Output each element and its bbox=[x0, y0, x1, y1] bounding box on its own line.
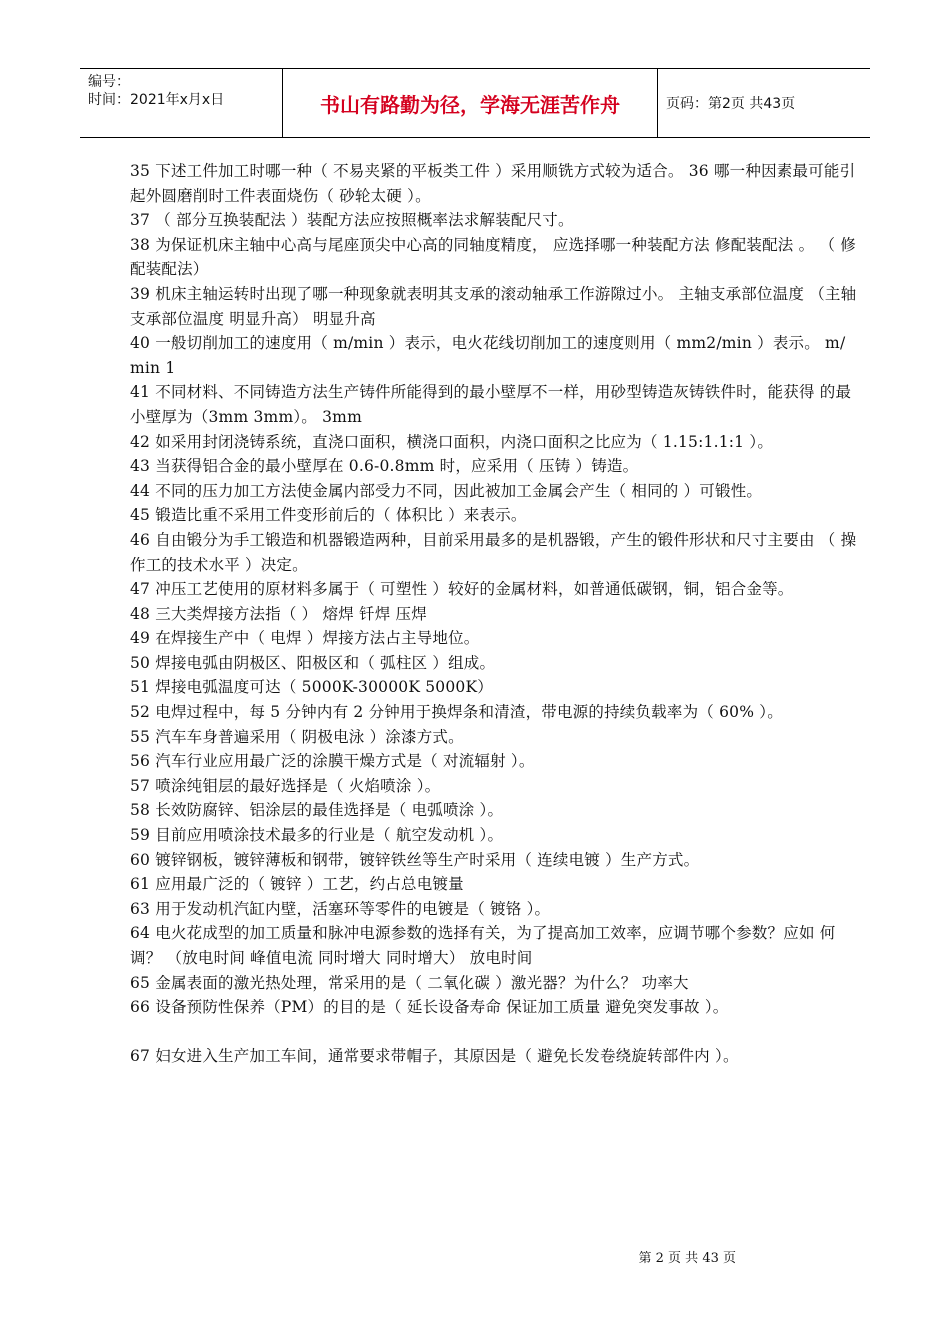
page-footer: 第 2 页 共 43 页 bbox=[638, 1251, 736, 1266]
question-35: 35 下述工件加工时哪一种（ 不易夹紧的平板类工件 ）采用顺铣方式较为适合。 36 哪一种因素最可能引起外圆磨削时工件表面烧伤（ 砂轮太硬 ）。 bbox=[130, 162, 856, 205]
question-44: 44 不同的压力加工方法使金属内部受力不同，因此被加工金属会产生（ 相同的 ）可锻性。 bbox=[130, 481, 763, 500]
header-meta bbox=[80, 69, 283, 137]
question-66: 66 设备预防性保养（PM）的目的是（ 延长设备寿命 保证加工质量 避免突发事故 ）。 bbox=[130, 998, 729, 1017]
question-45: 45 锻造比重不采用工件变形前后的（ 体积比 ）来表示。 bbox=[130, 506, 527, 525]
question-63: 63 用于发动机汽缸内壁，活塞环等零件的电镀是（ 镀铬 ）。 bbox=[130, 899, 551, 918]
question-57: 57 喷涂纯钼层的最好选择是（ 火焰喷涂 ）。 bbox=[130, 776, 441, 795]
question-41: 41 不同材料、不同铸造方法生产铸件所能得到的最小壁厚不一样，用砂型铸造灰铸铁件时，能获得 的最小壁厚为（3mm 3mm）。 3mm bbox=[130, 383, 852, 426]
question-52: 52 电焊过程中，每 5 分钟内有 2 分钟用于换焊条和清渣，带电源的持续负载率为（ 60% ）。 bbox=[130, 703, 783, 722]
document-number-label: 编号： bbox=[88, 74, 130, 90]
question-67: 67 妇女进入生产加工车间，通常要求带帽子，其原因是（ 避免长发卷绕旋转部件内 ）。 bbox=[130, 1047, 739, 1066]
document-body bbox=[130, 159, 860, 1069]
question-56: 56 汽车行业应用最广泛的涂膜干燥方式是（ 对流辐射 ）。 bbox=[130, 752, 535, 771]
question-37: 37 （ 部分互换装配法 ）装配方法应按照概率法求解装配尺寸。 bbox=[130, 211, 574, 230]
question-64: 64 电火花成型的加工质量和脉冲电源参数的选择有关，为了提高加工效率，应调节哪个参数？应如 何调？ （放电时间 峰值电流 同时增大 同时增大） 放电时间 bbox=[130, 924, 836, 967]
question-43: 43 当获得铝合金的最小壁厚在 0.6-0.8mm 时，应采用（ 压铸 ）铸造。 bbox=[130, 457, 639, 476]
question-51: 51 焊接电弧温度可达（ 5000K-30000K 5000K） bbox=[130, 678, 493, 697]
question-50: 50 焊接电弧由阴极区、阳极区和（ 弧柱区 ）组成。 bbox=[130, 653, 496, 672]
document-date: 时间：2021年x月x日 bbox=[88, 92, 225, 108]
question-42: 42 如采用封闭浇铸系统，直浇口面积，横浇口面积，内浇口面积之比应为（ 1.15:1.1:1 ）。 bbox=[130, 432, 774, 451]
question-38: 38 为保证机床主轴中心高与尾座顶尖中心高的同轴度精度， 应选择哪一种装配方法 修配装配法 。 （ 修配装配法） bbox=[130, 235, 856, 279]
question-47: 47 冲压工艺使用的原材料多属于（ 可塑性 ）较好的金属材料，如普通低碳钢，铜，铝合金等。 bbox=[130, 580, 794, 599]
question-55: 55 汽车车身普遍采用（ 阴极电泳 ）涂漆方式。 bbox=[130, 727, 464, 746]
question-48: 48 三大类焊接方法指（ ） 熔焊 钎焊 压焊 bbox=[130, 604, 427, 623]
question-40: 40 一般切削加工的速度用（ m/min ）表示，电火花线切削加工的速度则用（ mm2/min ）表示。 m/min 1 bbox=[130, 334, 846, 377]
question-39: 39 机床主轴运转时出现了哪一种现象就表明其支承的滚动轴承工作游隙过小。 主轴支承部位温度 （主轴支承部位温度 明显升高） 明显升高 bbox=[130, 284, 857, 328]
question-46: 46 自由锻分为手工锻造和机器锻造两种，目前采用最多的是机器锻，产生的锻件形状和尺寸主要由 （ 操作工的技术水平 ）决定。 bbox=[130, 530, 857, 574]
question-59: 59 目前应用喷涂技术最多的行业是（ 航空发动机 ）。 bbox=[130, 826, 504, 845]
question-49: 49 在焊接生产中（ 电焊 ）焊接方法占主导地位。 bbox=[130, 629, 480, 648]
header-page-number: 页码：第2页 共43页 bbox=[666, 96, 796, 112]
question-61: 61 应用最广泛的（ 镀锌 ）工艺，约占总电镀量 bbox=[130, 875, 464, 894]
blank-line bbox=[130, 1020, 860, 1045]
question-58: 58 长效防腐锌、铝涂层的最佳选择是（ 电弧喷涂 ）。 bbox=[130, 801, 504, 820]
page-header bbox=[80, 68, 870, 138]
question-65: 65 金属表面的激光热处理，常采用的是（ 二氧化碳 ）激光器？为什么？ 功率大 bbox=[130, 973, 689, 992]
header-motto: 书山有路勤为径，学海无涯苦作舟 bbox=[283, 69, 658, 137]
question-60: 60 镀锌钢板，镀锌薄板和钢带，镀锌铁丝等生产时采用（ 连续电镀 ）生产方式。 bbox=[130, 850, 700, 869]
